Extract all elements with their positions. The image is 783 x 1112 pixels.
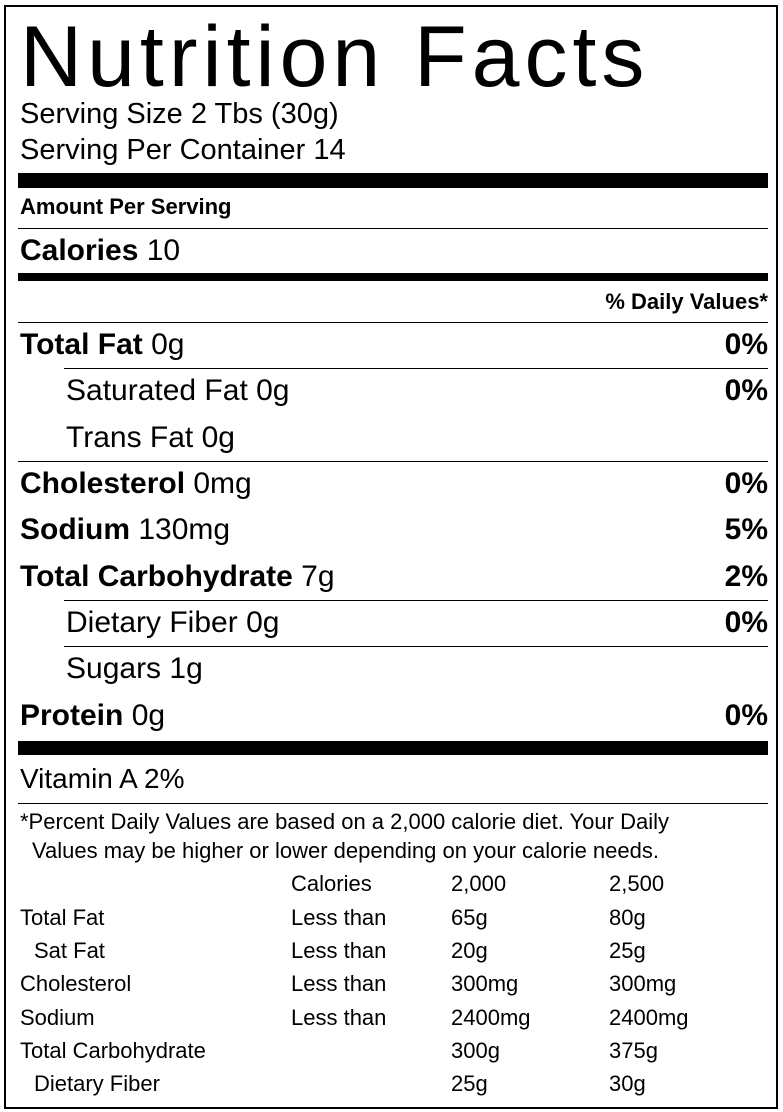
table-cell: 2400mg — [609, 1005, 689, 1030]
nutrient-label: Total Carbohydrate — [20, 560, 293, 593]
nutrient-dv: 0% — [724, 328, 768, 361]
nutrient-row-cholesterol — [20, 466, 768, 502]
table-cell: Sat Fat — [34, 938, 105, 963]
divider — [64, 600, 768, 601]
nutrient-dv: 5% — [724, 513, 768, 546]
table-cell: Dietary Fiber — [34, 1071, 160, 1096]
nutrient-amount: 0g — [246, 606, 280, 639]
amount-per-serving-header: Amount Per Serving — [20, 194, 232, 219]
nutrient-row-sugars — [20, 651, 768, 687]
table-cell: Less than — [291, 971, 387, 996]
divider — [18, 322, 768, 323]
nutrient-label: Trans Fat — [66, 421, 194, 454]
table-cell: 2400mg — [451, 1005, 531, 1030]
nutrient-dv: 0% — [724, 374, 768, 407]
table-header-cell: Calories — [291, 871, 372, 896]
nutrient-amount: 0mg — [193, 467, 252, 500]
thick-divider — [18, 173, 768, 188]
nutrient-row-sodium — [20, 512, 768, 548]
nutrient-amount: 0g — [151, 328, 185, 361]
table-cell: 20g — [451, 938, 488, 963]
nutrient-dv: 0% — [724, 467, 768, 500]
table-cell: Less than — [291, 938, 387, 963]
divider — [64, 646, 768, 647]
nutrient-row-total-carbohydrate — [20, 559, 768, 595]
table-cell: Total Fat — [20, 905, 105, 930]
servings-per-container: Serving Per Container 14 — [20, 134, 346, 166]
footnote-line-1: *Percent Daily Values are based on a 2,000 calorie diet. Your Daily — [20, 809, 669, 834]
serving-size: Serving Size 2 Tbs (30g) — [20, 98, 339, 130]
nutrient-amount: 0g — [201, 421, 235, 454]
medium-divider — [18, 273, 768, 281]
nutrient-label: Protein — [20, 699, 124, 732]
nutrition-facts-panel — [4, 5, 778, 1109]
nutrient-row-total-fat — [20, 327, 768, 363]
divider — [18, 803, 768, 804]
nutrient-amount: 7g — [301, 560, 335, 593]
table-cell: Less than — [291, 1005, 387, 1030]
nutrient-label: Dietary Fiber — [66, 606, 238, 639]
table-cell: 30g — [609, 1071, 646, 1096]
calories-label: Calories — [20, 234, 139, 267]
table-cell: Less than — [291, 905, 387, 930]
table-cell: Sodium — [20, 1005, 95, 1030]
daily-values-header: % Daily Values* — [605, 289, 768, 314]
table-cell: 25g — [451, 1071, 488, 1096]
nutrient-amount: 0g — [131, 699, 166, 732]
nutrient-dv: 2% — [724, 560, 768, 593]
nutrient-label: Total Fat — [20, 328, 143, 361]
table-cell: 80g — [609, 905, 646, 930]
table-cell: 65g — [451, 905, 488, 930]
nutrient-amount: 1g — [169, 652, 203, 685]
nutrient-dv: 0% — [724, 699, 768, 732]
nutrient-amount: 0g — [256, 374, 290, 407]
table-cell: 375g — [609, 1038, 658, 1063]
nutrient-label: Sugars — [66, 652, 162, 685]
divider — [64, 368, 768, 369]
nutrient-label: Cholesterol — [20, 467, 186, 500]
vitamin-a: Vitamin A 2% — [20, 763, 185, 794]
table-cell: 300g — [451, 1038, 500, 1063]
table-header-cell: 2,000 — [451, 871, 507, 896]
calories-value: 10 — [146, 234, 181, 267]
nutrient-row-dietary-fiber — [20, 605, 768, 641]
thick-divider — [18, 741, 768, 755]
nutrient-label: Sodium — [20, 513, 130, 546]
table-cell: Cholesterol — [20, 971, 132, 996]
table-cell: Total Carbohydrate — [20, 1038, 206, 1063]
divider — [18, 228, 768, 229]
nutrient-row-protein — [20, 698, 768, 734]
divider — [18, 461, 768, 462]
table-header-cell: 2,500 — [609, 871, 665, 896]
nutrient-label: Saturated Fat — [66, 374, 248, 407]
footnote-line-2: Values may be higher or lower depending on your calorie needs. — [32, 838, 659, 863]
table-cell: 300mg — [451, 971, 519, 996]
calories-row — [20, 233, 180, 269]
nutrient-dv: 0% — [724, 606, 768, 639]
table-cell: 25g — [609, 938, 646, 963]
table-cell: 300mg — [609, 971, 677, 996]
nutrient-amount: 130mg — [138, 513, 231, 546]
nutrient-row-trans-fat — [20, 420, 768, 456]
nutrient-row-saturated-fat — [20, 373, 768, 409]
label-title: Nutrition Facts — [20, 9, 650, 105]
